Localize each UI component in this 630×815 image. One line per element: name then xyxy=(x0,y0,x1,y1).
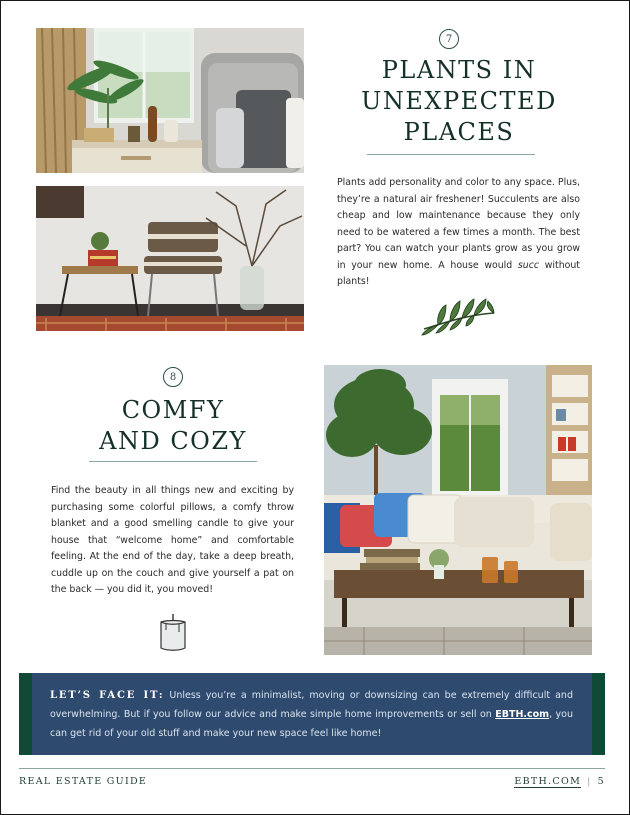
section-7-body xyxy=(337,175,580,291)
footer-site-link[interactable]: EBTH.COM xyxy=(514,776,582,787)
page-number: 5 xyxy=(597,776,605,787)
candle-icon xyxy=(157,612,189,652)
section-7-title xyxy=(341,55,577,148)
leaf-sprig-icon xyxy=(420,293,498,337)
footer-guide-title: REAL ESTATE GUIDE xyxy=(19,776,148,787)
lets-face-it-banner xyxy=(19,673,605,755)
section-8-number: 8 xyxy=(163,367,183,387)
ebth-link[interactable]: EBTH.com xyxy=(495,709,550,720)
section-7-title-line: PLACES xyxy=(403,118,515,146)
section-7-body-text-end: without plants! xyxy=(337,259,580,287)
footer-divider xyxy=(19,768,605,769)
banner-lead: LET’S FACE IT: xyxy=(50,690,165,701)
section-8-divider xyxy=(89,461,257,462)
section-8-body: Find the beauty in all things new and exciting by purchasing some colorful pillows, a comfy throw blanket and a good smelling candle to give your house that “welcome home” and comfortable feeling. At the end of the day, take a deep breath, cuddle up on the couch and give yourself a pat on the back — you did it, you moved! xyxy=(51,485,294,595)
banner-text xyxy=(50,686,573,743)
section-8-title xyxy=(73,395,273,457)
bedroom-plant-photo xyxy=(36,28,304,173)
section-7-divider xyxy=(367,154,535,155)
section-8-title-line: COMFY xyxy=(121,396,225,424)
banner-text-after: , you can get rid of your old stuff and make your new space feel like home! xyxy=(50,709,573,739)
living-room-photo xyxy=(324,365,592,655)
section-8-title-line: AND COZY xyxy=(99,427,247,455)
section-7-number: 7 xyxy=(439,29,459,49)
footer-separator: | xyxy=(587,776,592,787)
section-7-body-text: Plants add personality and color to any space. Plus, they’re a natural air freshener! Succulents are also cheap and low maintenance because they only need to be watered a few times a month. The best part? You can watch your plants grow as you grow in your new home. A house would xyxy=(337,177,580,271)
banner-text-before: Unless you’re a minimalist, moving or downsizing can be extremely difficult and overwhelming. But if you follow our advice and make simple home improvements or sell on xyxy=(50,690,573,720)
section-7-title-line: PLANTS IN xyxy=(381,56,537,84)
section-7-title-line: UNEXPECTED xyxy=(361,87,557,115)
footer-right xyxy=(514,776,605,787)
section-7-body-italic: succ xyxy=(517,259,540,271)
chair-side-table-photo xyxy=(36,186,304,331)
